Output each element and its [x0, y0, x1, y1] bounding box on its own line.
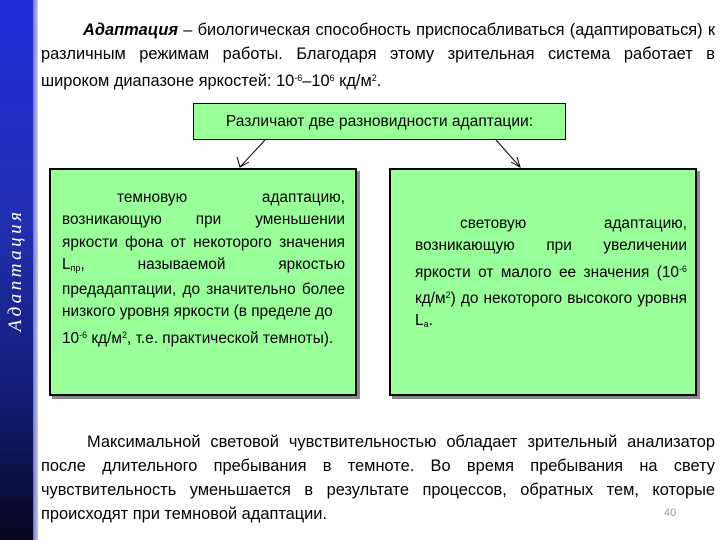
conclusion-text: Максимальной световой чувствительностью обладает зрительный анализатор после длительного пребывания в темноте. Во время пребывания на свету чувствительность уменьшается в результате процессов, обратных тем, которые происходят при темновой адаптации. — [41, 433, 715, 523]
intro-exponent-1: -6 — [294, 73, 303, 83]
light-adaptation-text-1: световую адаптацию, возникающую при увеличении яркости от малого ее значения (10 — [415, 215, 687, 281]
arrow-right-line — [496, 140, 520, 167]
light-adaptation-end: . — [428, 312, 433, 330]
light-adaptation-subscript: а — [423, 319, 429, 330]
intro-unit: кд/м — [334, 72, 372, 90]
intro-end: . — [376, 72, 382, 90]
arrow-left-line — [240, 140, 265, 167]
light-adaptation-box — [389, 168, 697, 396]
light-adaptation-unit-exponent: 2 — [445, 289, 451, 300]
intro-term: Адаптация — [83, 21, 179, 39]
dark-adaptation-text-3: , т.е. практической темноты). — [127, 329, 334, 347]
light-adaptation-unit: кд/м — [415, 289, 446, 307]
adaptation-types-header-label: Различают две разновидности адаптации: — [225, 113, 534, 130]
intro-exponent-2: 6 — [329, 73, 335, 83]
page-number: 40 — [664, 507, 677, 519]
intro-range-dash: –10 — [302, 72, 330, 90]
intro-text: – биологическая способность приспосабливаться (адаптироваться) к различным режимам работы. Благодаря этому зрительная система работает в широком диапазоне яркостей: 10 — [41, 21, 715, 90]
dark-adaptation-number: 10 — [62, 329, 80, 347]
sidebar-title: Адаптация — [5, 208, 26, 332]
light-adaptation-text — [415, 213, 687, 335]
dark-adaptation-unit-exponent: 2 — [122, 329, 128, 340]
intro-unit-exponent: 2 — [371, 73, 377, 83]
dark-adaptation-unit: кд/м — [87, 329, 122, 347]
light-adaptation-text-2: ) до некоторого высокого уровня L — [415, 289, 687, 330]
dark-adaptation-subscript: пр — [70, 262, 81, 273]
light-adaptation-exponent: -6 — [678, 263, 687, 274]
dark-adaptation-exponent: -6 — [79, 329, 88, 340]
dark-adaptation-text — [62, 187, 345, 350]
dark-adaptation-box — [49, 168, 357, 396]
dark-adaptation-text-2: , называемой яркостью предадаптации, до значительно более низкого уровня яркости (в пределе до — [62, 255, 345, 321]
dark-adaptation-text-1: темновую адаптацию, возникающую при уменьшении яркости фона от некоторого значения L — [62, 189, 345, 273]
conclusion-paragraph — [41, 430, 715, 526]
